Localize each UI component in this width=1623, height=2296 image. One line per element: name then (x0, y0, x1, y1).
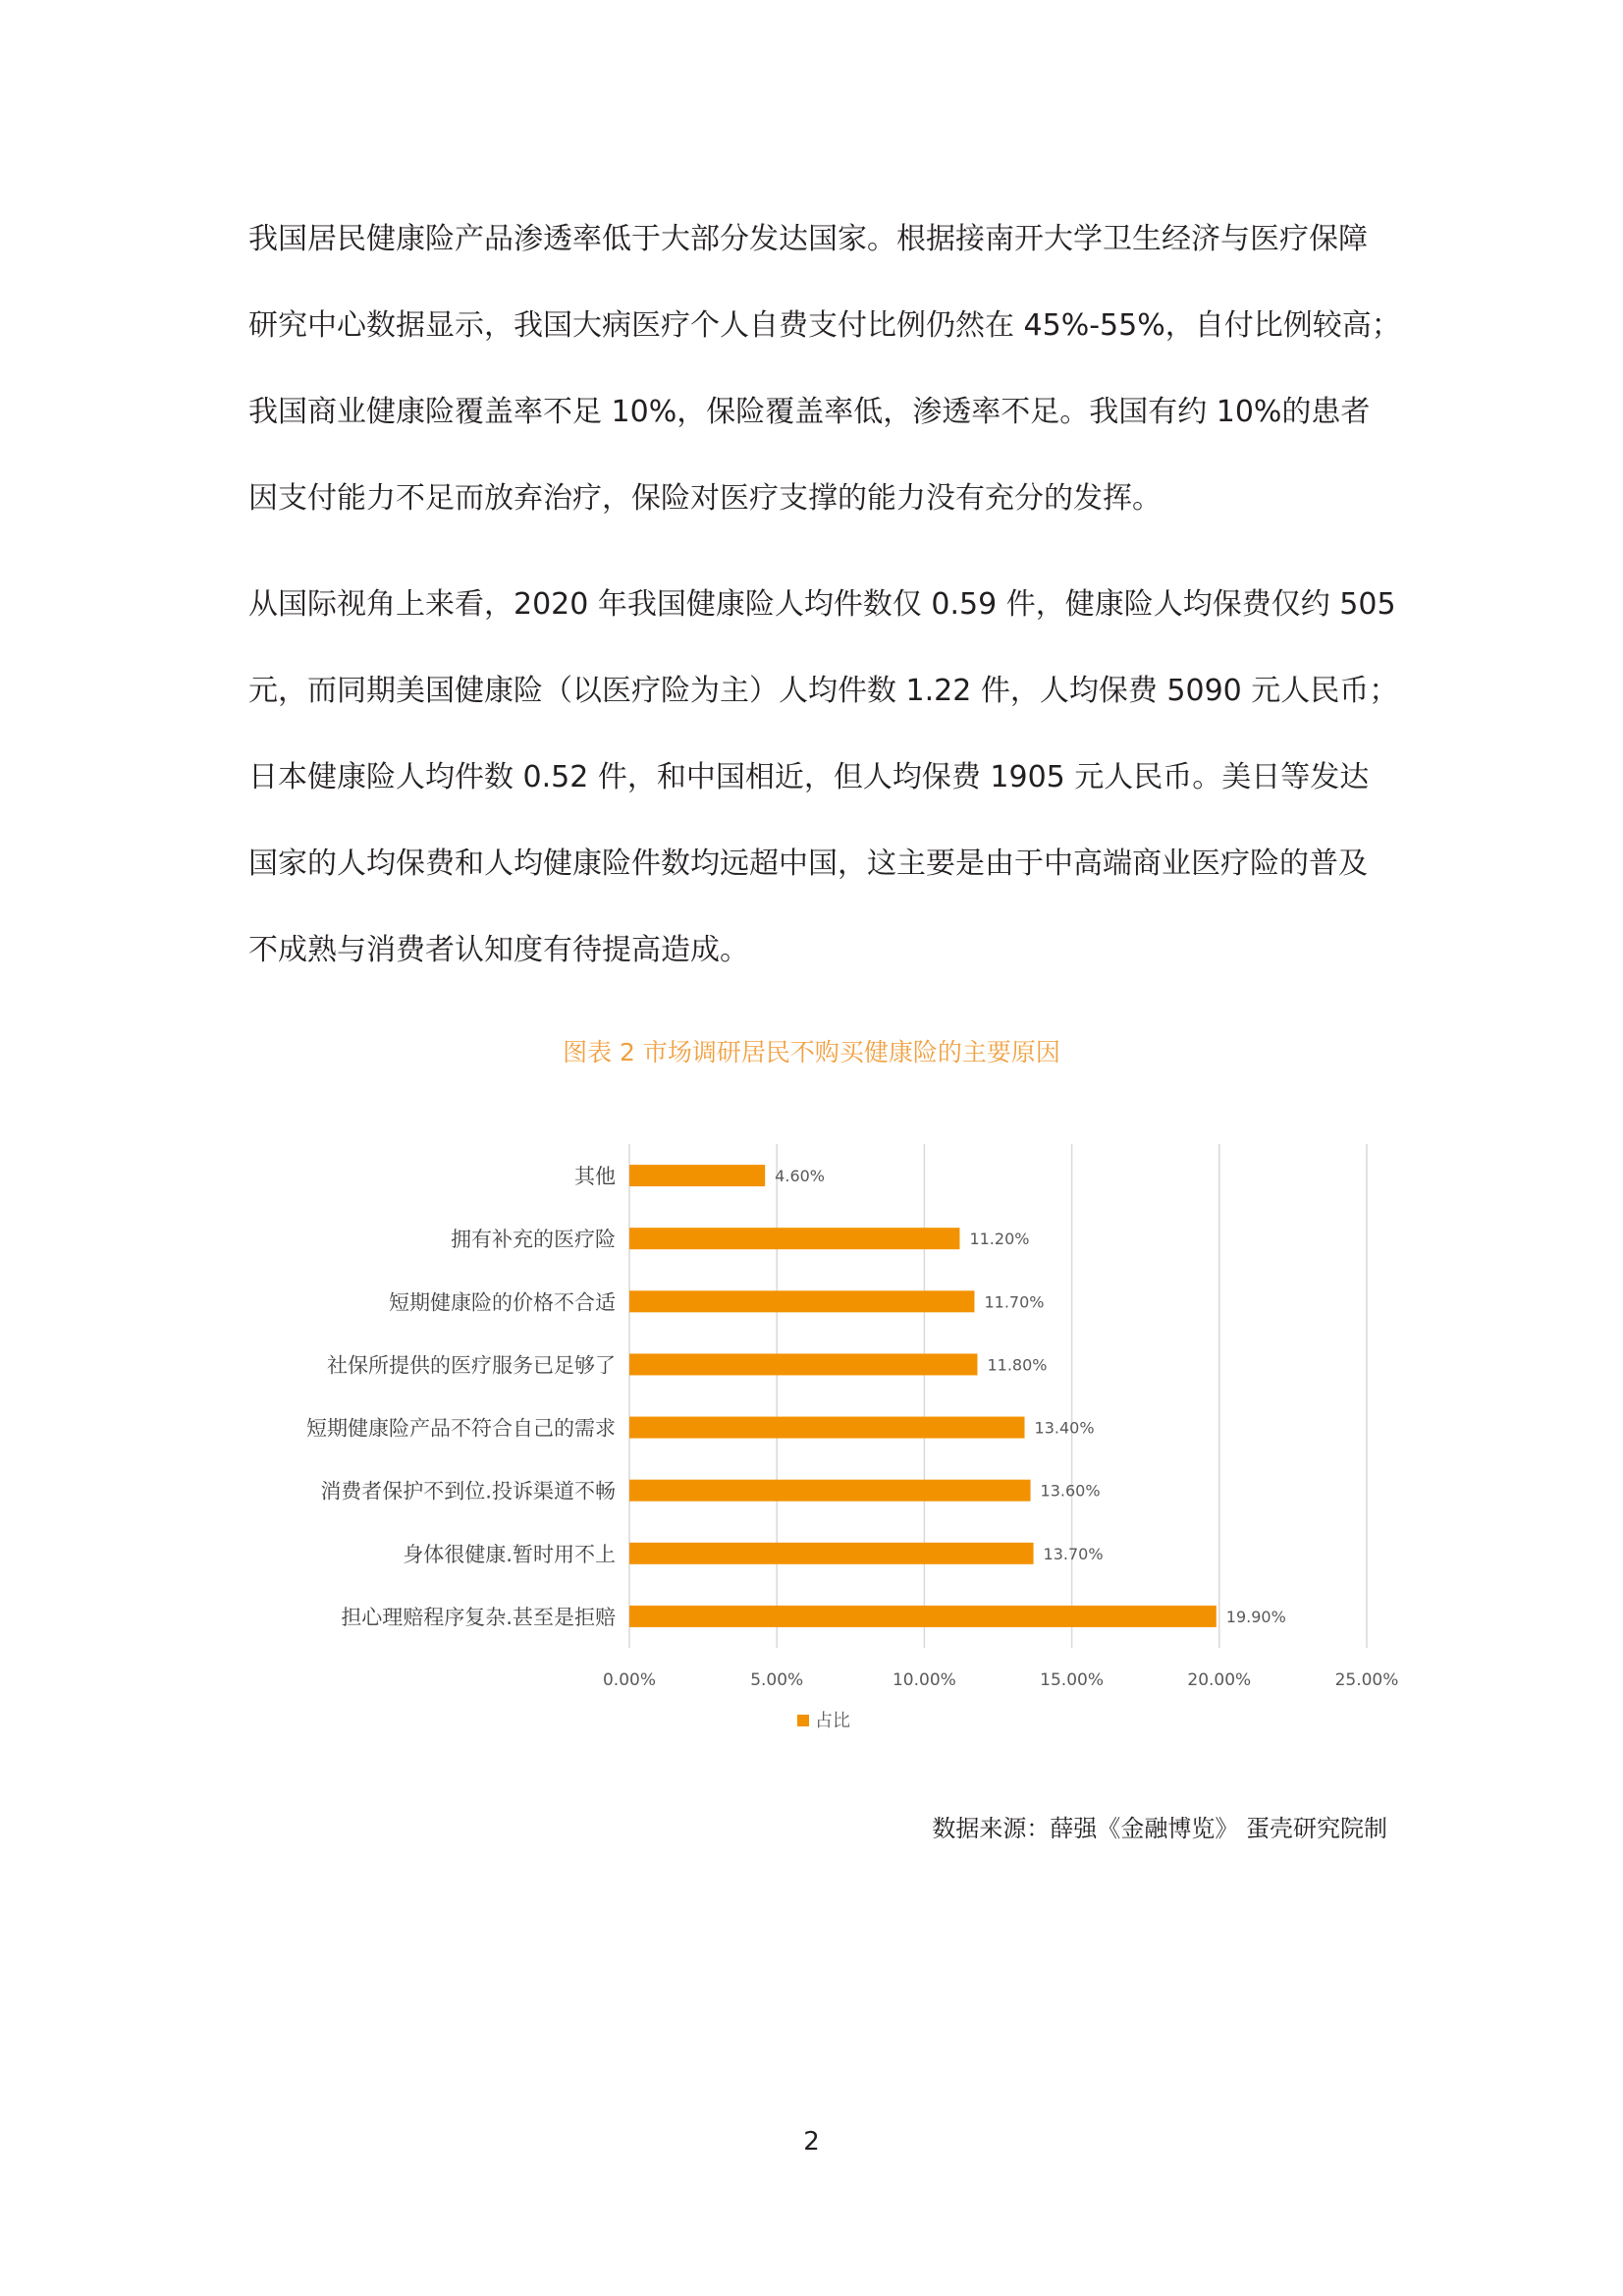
x-tick-label: 10.00% (892, 1670, 956, 1690)
category-label: 拥有补充的医疗险 (451, 1228, 616, 1252)
text-line: 因支付能力不足而放弃治疗，保险对医疗支撑的能力没有充分的发挥。 (248, 481, 1162, 516)
category-label: 短期健康险产品不符合自己的需求 (306, 1416, 616, 1441)
data-label: 11.70% (984, 1292, 1045, 1312)
x-tick-label: 15.00% (1040, 1670, 1105, 1690)
legend-swatch (797, 1715, 809, 1726)
category-label: 短期健康险的价格不合适 (389, 1290, 616, 1315)
bar (629, 1165, 765, 1186)
page-number: 2 (803, 2127, 820, 2157)
data-label: 11.20% (969, 1230, 1030, 1249)
text-line: 从国际视角上来看，2020 年我国健康险人均件数仅 0.59 件，健康险人均保费仅约 505 (248, 587, 1396, 622)
text-line: 我国居民健康险产品渗透率低于大部分发达国家。根据接南开大学卫生经济与医疗保障 (248, 222, 1368, 256)
bar (629, 1543, 1034, 1564)
bar (629, 1353, 977, 1375)
text-line: 日本健康险人均件数 0.52 件，和中国相近，但人均保费 1905 元人民币。美日等发达 (248, 760, 1370, 794)
bar (629, 1480, 1031, 1502)
data-label: 13.40% (1034, 1418, 1095, 1438)
data-label: 11.80% (987, 1355, 1048, 1375)
data-label: 19.90% (1225, 1607, 1286, 1626)
category-label: 其他 (574, 1165, 616, 1189)
x-tick-label: 0.00% (602, 1670, 657, 1690)
data-label: 13.60% (1040, 1481, 1101, 1501)
category-label: 身体很健康.暂时用不上 (403, 1542, 616, 1566)
x-tick-label: 25.00% (1334, 1670, 1399, 1690)
source-note: 数据来源：薛强《金融博览》 蛋壳研究院制 (932, 1815, 1387, 1842)
bar (629, 1228, 959, 1249)
category-label: 社保所提供的医疗服务已足够了 (327, 1353, 616, 1378)
data-label: 4.60% (775, 1167, 826, 1186)
category-label: 担心理赔程序复杂.甚至是拒赔 (341, 1605, 616, 1629)
chart-caption: 图表 2 市场调研居民不购买健康险的主要原因 (563, 1038, 1060, 1066)
x-tick-label: 20.00% (1187, 1670, 1252, 1690)
text-line: 我国商业健康险覆盖率不足 10%，保险覆盖率低，渗透率不足。我国有约 10%的患者 (248, 395, 1371, 429)
text-line: 研究中心数据显示，我国大病医疗个人自费支付比例仍然在 45%-55%，自付比例较高； (248, 308, 1401, 343)
x-tick-label: 5.00% (750, 1670, 804, 1690)
bar (629, 1417, 1025, 1439)
bar (629, 1290, 974, 1312)
text-line: 国家的人均保费和人均健康险件数均远超中国，这主要是由于中高端商业医疗险的普及 (248, 847, 1368, 881)
category-label: 消费者保护不到位.投诉渠道不畅 (320, 1479, 616, 1503)
text-line: 元，而同期美国健康险（以医疗险为主）人均件数 1.22 件，人均保费 5090 元人民币； (248, 674, 1399, 708)
data-label: 13.70% (1043, 1544, 1104, 1563)
legend-label: 占比 (815, 1711, 850, 1731)
text-line: 不成熟与消费者认知度有待提高造成。 (248, 933, 749, 967)
bar (629, 1606, 1217, 1627)
